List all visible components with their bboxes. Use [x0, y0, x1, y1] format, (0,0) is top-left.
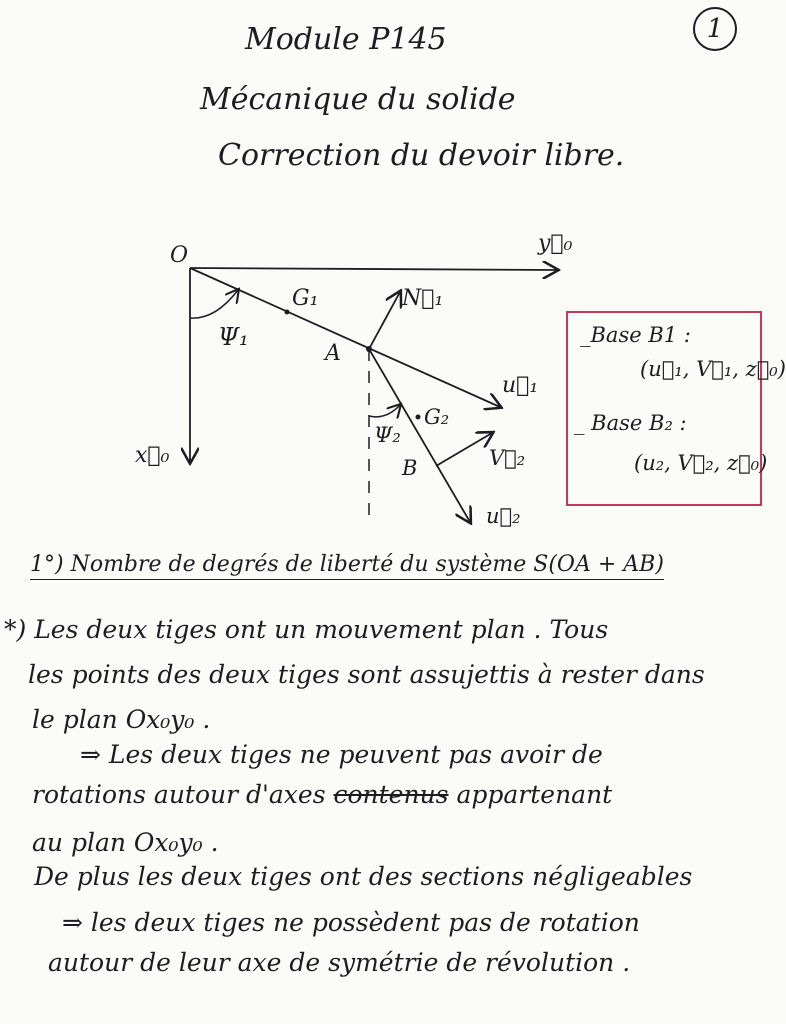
label-b: B	[402, 456, 418, 480]
label-psi1: Ψ₁	[218, 323, 249, 351]
base-b1-components: (u⃗₁, V⃗₁, z⃗₀)	[640, 357, 786, 381]
text-line-2: les points des deux tiges sont assujettis à rester dans	[28, 660, 705, 689]
module-title: Module P145	[245, 22, 447, 57]
angle-psi1-arc	[190, 290, 238, 318]
text-line-7: De plus les deux tiges ont des sections négligeables	[34, 862, 693, 891]
base-b2-components: (u₂, V⃗₂, z⃗₀)	[634, 451, 768, 475]
text-line-5-end: appartenant	[456, 780, 613, 809]
struck-word: contenus	[333, 780, 449, 809]
label-axis-x0: x⃗₀	[135, 443, 170, 468]
label-origin: O	[170, 243, 189, 268]
course-title: Mécanique du solide	[200, 82, 516, 117]
page-number: 1	[693, 7, 737, 51]
axis-y0	[190, 268, 557, 270]
label-v2: V⃗₂	[489, 446, 526, 470]
point-g1	[285, 310, 290, 315]
text-line-3: le plan Ox₀y₀ .	[32, 705, 211, 734]
base-b2-title: _ Base B₂ :	[574, 411, 687, 435]
bases-box	[566, 311, 786, 506]
label-u2: u⃗₂	[486, 504, 521, 528]
angle-psi2-arc	[369, 405, 400, 417]
vector-v2	[436, 433, 492, 466]
base-b1-title: _Base B1 :	[580, 323, 691, 347]
text-line-5	[32, 780, 612, 809]
text-line-5-start: rotations autour d'axes	[32, 780, 326, 809]
label-g2: G₂	[424, 405, 450, 429]
text-line-1: *) Les deux tiges ont un mouvement plan . Tous	[4, 615, 609, 644]
text-line-8: ⇒ les deux tiges ne possèdent pas de rotation	[62, 908, 640, 937]
label-a: A	[325, 341, 341, 366]
label-psi2: Ψ₂	[374, 423, 401, 447]
label-u1: u⃗₁	[502, 373, 539, 398]
text-line-6: au plan Ox₀y₀ .	[32, 828, 219, 857]
section-heading: 1°) Nombre de degrés de liberté du système S(OA + AB)	[30, 552, 664, 580]
point-g2	[416, 415, 421, 420]
assignment-title: Correction du devoir libre.	[218, 138, 625, 173]
label-n1: N⃗₁	[402, 286, 444, 311]
label-axis-y0: y⃗₀	[538, 231, 573, 256]
vector-n1	[369, 292, 400, 349]
text-line-9: autour de leur axe de symétrie de révolution .	[48, 948, 631, 977]
text-line-4: ⇒ Les deux tiges ne peuvent pas avoir de	[80, 740, 603, 769]
label-g1: G₁	[292, 286, 319, 311]
